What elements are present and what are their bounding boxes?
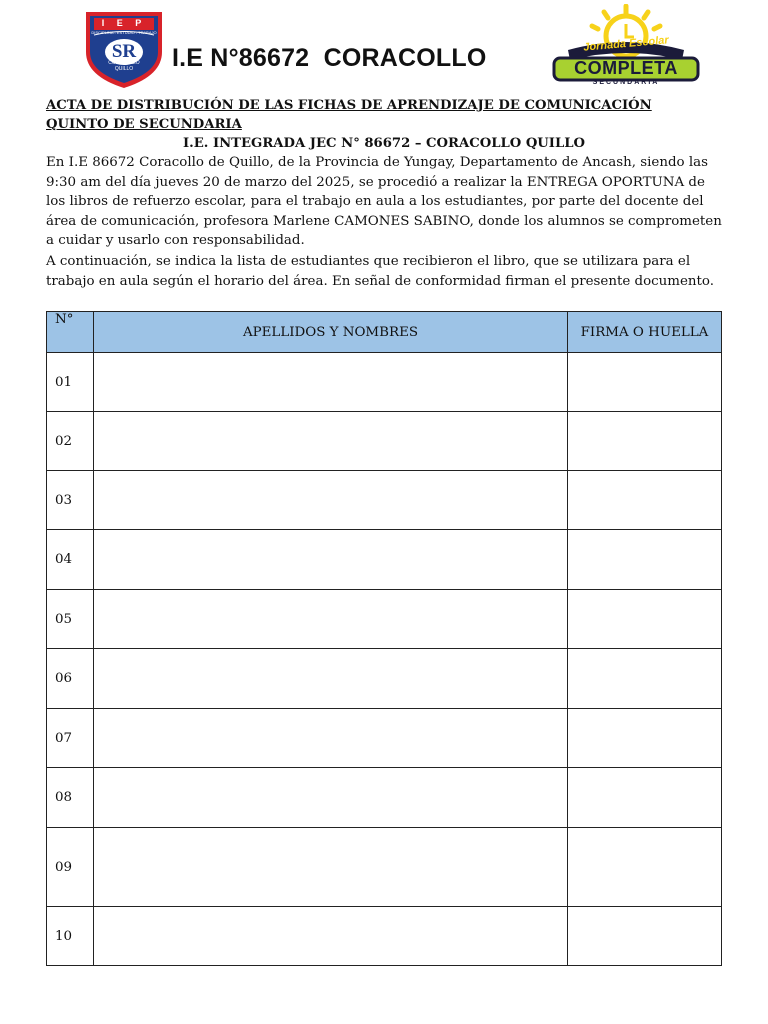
school-title: I.E N°86672 CORACOLLO	[172, 44, 487, 72]
document-header	[0, 0, 768, 95]
crest-top-letters: I E P	[101, 18, 147, 28]
crest-place	[82, 60, 166, 72]
name-cell[interactable]	[94, 530, 568, 590]
name-cell[interactable]	[94, 768, 568, 828]
signature-cell[interactable]	[568, 590, 722, 649]
table-row	[47, 907, 722, 966]
row-number: 07	[47, 709, 94, 768]
row-number: 09	[47, 828, 94, 907]
jec-logo-line2: COMPLETA	[574, 58, 678, 78]
table-row	[47, 471, 722, 530]
row-number: 10	[47, 907, 94, 966]
table-row	[47, 353, 722, 412]
column-header-signature: FIRMA O HUELLA	[568, 312, 722, 353]
name-cell[interactable]	[94, 828, 568, 907]
table-header-row	[47, 312, 722, 353]
crest-place-line2: QUILLO	[114, 66, 134, 72]
row-number: 01	[47, 353, 94, 412]
row-number: 02	[47, 412, 94, 471]
name-cell[interactable]	[94, 709, 568, 768]
name-cell[interactable]	[94, 412, 568, 471]
column-header-names: APELLIDOS Y NOMBRES	[94, 312, 568, 353]
table-row	[47, 828, 722, 907]
row-number: 04	[47, 530, 94, 590]
name-cell[interactable]	[94, 649, 568, 709]
row-number: 06	[47, 649, 94, 709]
signature-cell[interactable]	[568, 471, 722, 530]
name-cell[interactable]	[94, 907, 568, 966]
row-number: 05	[47, 590, 94, 649]
signature-cell[interactable]	[568, 530, 722, 590]
name-cell[interactable]	[94, 353, 568, 412]
list-intro-paragraph: A continuación, se indica la lista de estudiantes que recibieron el libro, que se utilizara para el trabajo en aula según el horario del área. En señal de conformidad firman el presente documento.	[46, 254, 715, 289]
name-cell[interactable]	[94, 590, 568, 649]
table-row	[47, 709, 722, 768]
signature-cell[interactable]	[568, 649, 722, 709]
table-row	[47, 412, 722, 471]
student-roster-table	[46, 311, 722, 966]
row-number: 03	[47, 471, 94, 530]
document-subtitle: I.E. INTEGRADA JEC N° 86672 – CORACOLLO QUILLO	[182, 136, 586, 151]
row-number: 08	[47, 768, 94, 828]
signature-cell[interactable]	[568, 768, 722, 828]
name-cell[interactable]	[94, 471, 568, 530]
column-header-number: N°	[47, 312, 94, 353]
crest-motto: DISCIPLINA - ESTUDIO - TRABAJO	[91, 30, 157, 35]
table-row	[47, 590, 722, 649]
signature-cell[interactable]	[568, 828, 722, 907]
table-row	[47, 768, 722, 828]
signature-cell[interactable]	[568, 907, 722, 966]
crest-place-line1: CORACOLLO	[108, 60, 140, 66]
crest-initials: SR	[111, 41, 137, 62]
signature-cell[interactable]	[568, 353, 722, 412]
document-title: ACTA DE DISTRIBUCIÓN DE LAS FICHAS DE APRENDIZAJE DE COMUNICACIÓN QUINTO DE SECUNDARIA	[46, 98, 652, 132]
table-row	[47, 649, 722, 709]
jec-logo-line1: Jornada Escolar	[582, 34, 670, 54]
signature-cell[interactable]	[568, 412, 722, 471]
intro-paragraph: En I.E 86672 Coracollo de Quillo, de la Provincia de Yungay, Departamento de Ancash, siendo las 9:30 am del día jueves 20 de marzo del 2025, se procedió a realizar la ENTREGA OPORTUNA de los libros de refuerzo escolar, para el trabajo en aula a los estudiantes, por parte del docente del área de comunicación, profesora Marlene CAMONES SABINO, donde los alumnos se comprometen a cuidar y usarlo con responsabilidad.	[46, 155, 722, 249]
signature-cell[interactable]	[568, 709, 722, 768]
jec-logo-line3: SECUNDARIA	[592, 79, 660, 86]
table-row	[47, 530, 722, 590]
